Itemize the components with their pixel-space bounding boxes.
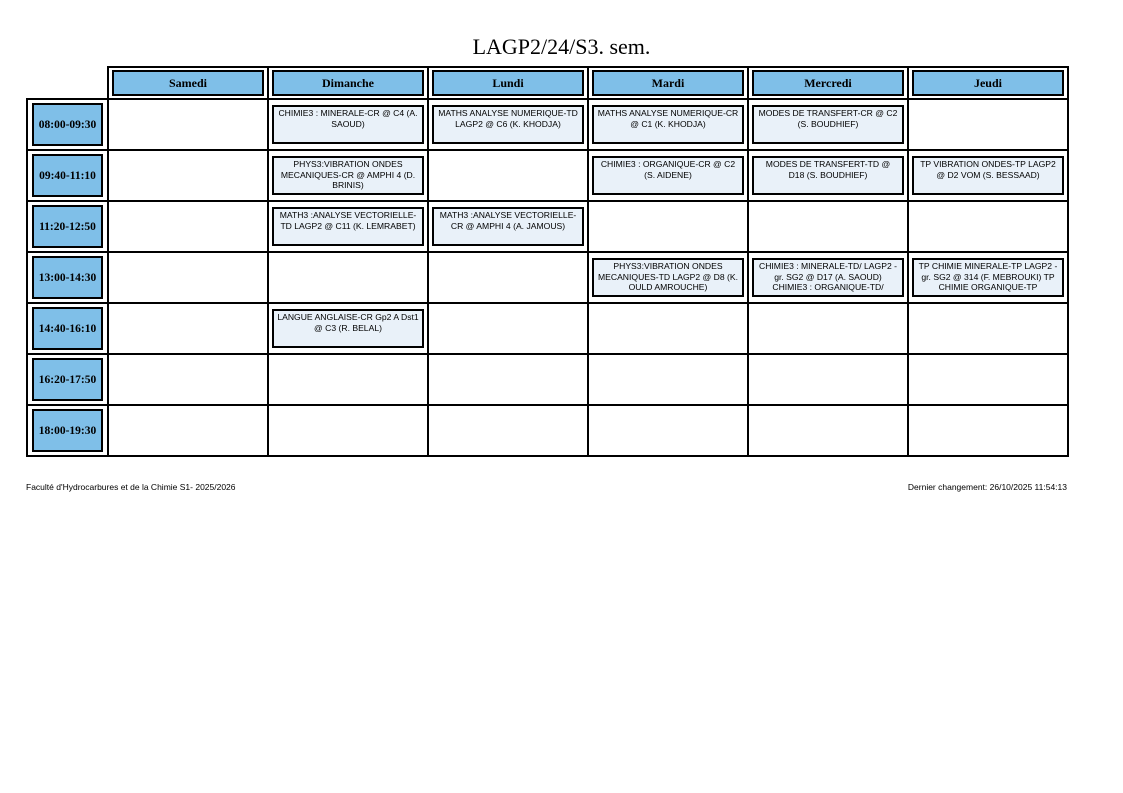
schedule-cell <box>108 150 268 201</box>
time-cell <box>27 303 108 354</box>
schedule-cell <box>748 405 908 456</box>
course-block[interactable]: LANGUE ANGLAISE-CR Gp2 A Dst1 @ C3 (R. BELAL) <box>272 309 424 348</box>
day-header: Dimanche <box>272 70 424 96</box>
time-slot-row <box>27 201 1068 252</box>
schedule-cell <box>908 405 1068 456</box>
time-label: 16:20-17:50 <box>32 358 103 401</box>
schedule-cell <box>908 99 1068 150</box>
schedule-cell <box>748 354 908 405</box>
schedule-cell <box>108 303 268 354</box>
time-label: 09:40-11:10 <box>32 154 103 197</box>
time-cell <box>27 201 108 252</box>
time-slot-row <box>27 150 1068 201</box>
schedule-cell <box>108 252 268 303</box>
schedule-cell <box>428 303 588 354</box>
time-label: 13:00-14:30 <box>32 256 103 299</box>
day-header-cell <box>268 67 428 99</box>
schedule-cell <box>588 201 748 252</box>
schedule-cell <box>428 150 588 201</box>
day-header: Samedi <box>112 70 264 96</box>
course-block[interactable]: PHYS3:VIBRATION ONDES MECANIQUES-CR @ AMPHI 4 (D. BRINIS) <box>272 156 424 195</box>
time-slot-row <box>27 354 1068 405</box>
time-cell <box>27 252 108 303</box>
day-header-cell <box>908 67 1068 99</box>
schedule-cell <box>588 354 748 405</box>
course-block[interactable]: MODES DE TRANSFERT-CR @ C2 (S. BOUDHIEF) <box>752 105 904 144</box>
schedule-cell <box>108 201 268 252</box>
course-block[interactable]: TP CHIMIE MINERALE-TP LAGP2 - gr. SG2 @ 314 (F. MEBROUKI) TP CHIMIE ORGANIQUE-TP <box>912 258 1064 297</box>
course-block[interactable]: MATH3 :ANALYSE VECTORIELLE-TD LAGP2 @ C11 (K. LEMRABET) <box>272 207 424 246</box>
schedule-cell <box>908 303 1068 354</box>
time-cell <box>27 354 108 405</box>
day-header: Mercredi <box>752 70 904 96</box>
course-block[interactable]: PHYS3:VIBRATION ONDES MECANIQUES-TD LAGP2 @ D8 (K. OULD AMROUCHE) <box>592 258 744 297</box>
time-label: 11:20-12:50 <box>32 205 103 248</box>
time-cell <box>27 99 108 150</box>
course-block[interactable]: MATHS ANALYSE NUMERIQUE-TD LAGP2 @ C6 (K. KHODJA) <box>432 105 584 144</box>
schedule-cell <box>428 354 588 405</box>
schedule-cell <box>428 405 588 456</box>
course-block[interactable]: CHIMIE3 : ORGANIQUE-CR @ C2 (S. AIDENE) <box>592 156 744 195</box>
schedule-cell <box>108 99 268 150</box>
day-header: Jeudi <box>912 70 1064 96</box>
schedule-cell <box>748 303 908 354</box>
schedule-cell <box>108 405 268 456</box>
schedule-cell <box>588 405 748 456</box>
course-block[interactable]: TP VIBRATION ONDES-TP LAGP2 @ D2 VOM (S. BESSAAD) <box>912 156 1064 195</box>
schedule-cell <box>268 405 428 456</box>
schedule-cell <box>588 99 748 150</box>
day-header-cell <box>108 67 268 99</box>
schedule-cell <box>748 252 908 303</box>
schedule-cell <box>268 99 428 150</box>
schedule-cell <box>908 201 1068 252</box>
day-header: Lundi <box>432 70 584 96</box>
page-title: LAGP2/24/S3. sem. <box>472 34 651 59</box>
schedule-cell <box>268 150 428 201</box>
schedule-cell <box>588 303 748 354</box>
corner-cell <box>27 67 108 99</box>
course-block[interactable]: CHIMIE3 : MINERALE-CR @ C4 (A. SAOUD) <box>272 105 424 144</box>
schedule-cell <box>268 252 428 303</box>
time-label: 14:40-16:10 <box>32 307 103 350</box>
schedule-cell <box>268 303 428 354</box>
schedule-cell <box>428 252 588 303</box>
time-slot-row <box>27 252 1068 303</box>
course-block[interactable]: MATH3 :ANALYSE VECTORIELLE-CR @ AMPHI 4 (A. JAMOUS) <box>432 207 584 246</box>
course-block[interactable]: MATHS ANALYSE NUMERIQUE-CR @ C1 (K. KHODJA) <box>592 105 744 144</box>
time-slot-row <box>27 303 1068 354</box>
course-block[interactable]: CHIMIE3 : MINERALE-TD/ LAGP2 - gr. SG2 @ D17 (A. SAOUD) CHIMIE3 : ORGANIQUE-TD/ <box>752 258 904 297</box>
footer-last-change: Dernier changement: 26/10/2025 11:54:13 <box>907 482 1067 492</box>
footer-faculty: Faculté d'Hydrocarbures et de la Chimie S1- 2025/2026 <box>26 482 236 492</box>
day-header-cell <box>748 67 908 99</box>
schedule-cell <box>428 201 588 252</box>
time-slot-row <box>27 405 1068 456</box>
time-cell <box>27 150 108 201</box>
schedule-cell <box>268 201 428 252</box>
day-header: Mardi <box>592 70 744 96</box>
time-label: 08:00-09:30 <box>32 103 103 146</box>
day-header-cell <box>588 67 748 99</box>
time-cell <box>27 405 108 456</box>
schedule-cell <box>108 354 268 405</box>
schedule-cell <box>908 150 1068 201</box>
schedule-cell <box>908 252 1068 303</box>
schedule-cell <box>428 99 588 150</box>
schedule-cell <box>588 150 748 201</box>
day-header-cell <box>428 67 588 99</box>
schedule-cell <box>908 354 1068 405</box>
schedule-cell <box>748 99 908 150</box>
header-row <box>27 67 1068 99</box>
time-label: 18:00-19:30 <box>32 409 103 452</box>
schedule-cell <box>588 252 748 303</box>
timetable <box>26 66 1069 457</box>
schedule-cell <box>748 150 908 201</box>
schedule-cell <box>268 354 428 405</box>
time-slot-row <box>27 99 1068 150</box>
schedule-cell <box>748 201 908 252</box>
course-block[interactable]: MODES DE TRANSFERT-TD @ D18 (S. BOUDHIEF) <box>752 156 904 195</box>
